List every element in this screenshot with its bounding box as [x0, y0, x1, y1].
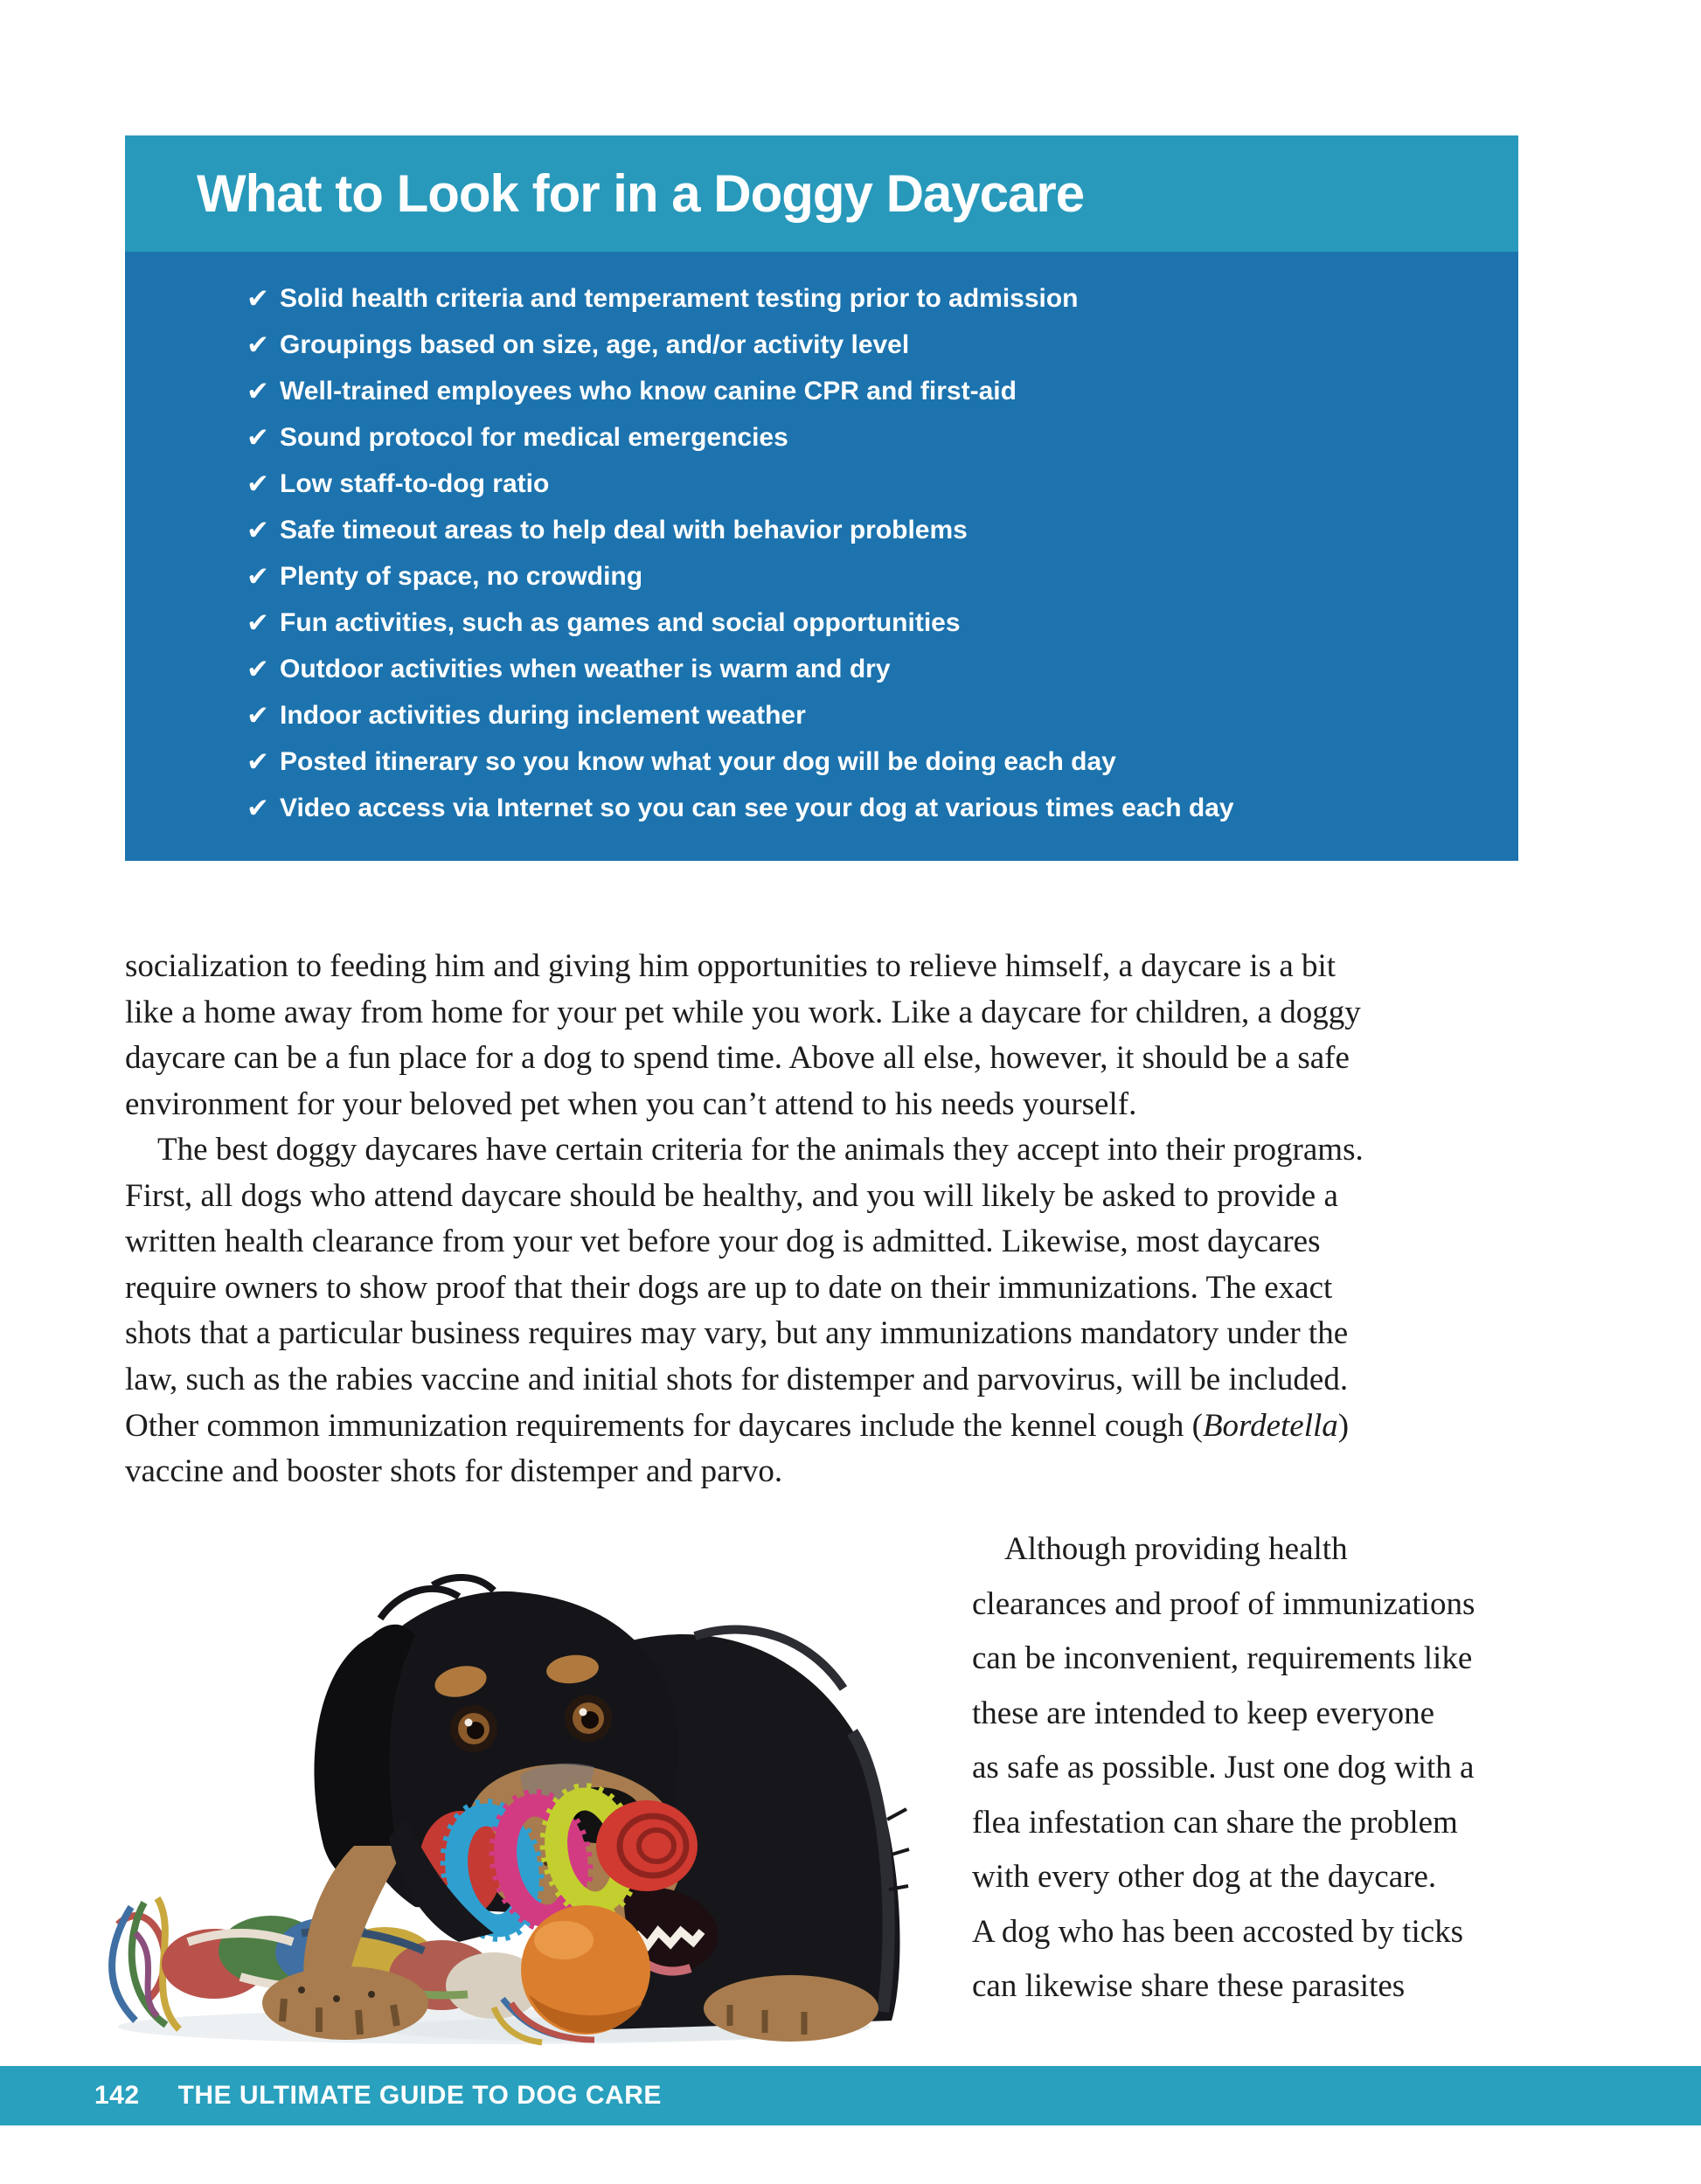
checklist-item: [125, 785, 1518, 831]
checklist-item-label: Groupings based on size, age, and/or activity level: [280, 330, 910, 359]
checklist-item-label: Low staff-to-dog ratio: [280, 469, 550, 498]
text-line: can be inconvenient, requirements like: [972, 1640, 1473, 1676]
infobox-header: [125, 135, 1518, 252]
checkmark-icon: ✔: [246, 654, 269, 684]
checkmark-icon: ✔: [246, 376, 269, 406]
text-line: shots that a particular business requires may vary, but any immunizations mandatory under the: [125, 1315, 1349, 1352]
checkmark-icon: ✔: [246, 561, 269, 592]
dog-eye-right: [565, 1695, 612, 1742]
checklist-item: [125, 461, 1518, 507]
text-line: Although providing health: [1004, 1531, 1348, 1567]
checkmark-icon: ✔: [246, 515, 269, 545]
checklist-item: [125, 368, 1518, 414]
text-line: daycare can be a fun place for a dog to spend time. Above all else, however, it should be a safe: [125, 1040, 1350, 1077]
text-line: environment for your beloved pet when you can’t attend to his needs yourself.: [125, 1085, 1137, 1122]
page-footer: [0, 2066, 1701, 2125]
checkmark-icon: ✔: [246, 793, 269, 823]
checklist-item: [125, 553, 1518, 600]
body-paragraph-2: [125, 1127, 1524, 1495]
body-paragraph-3: [972, 1522, 1540, 2014]
checklist-item-label: Fun activities, such as games and social opportunities: [280, 608, 961, 637]
text-line: vaccine and booster shots for distemper and parvo.: [125, 1453, 783, 1490]
checklist-item-label: Safe timeout areas to help deal with behavior problems: [280, 516, 968, 544]
text-line: with every other dog at the daycare.: [972, 1859, 1437, 1895]
checklist-item: [125, 600, 1518, 646]
text-line: like a home away from home for your pet while you work. Like a daycare for children, a doggy: [125, 994, 1361, 1030]
checklist-item: [125, 507, 1518, 553]
text-line: law, such as the rabies vaccine and initial shots for distemper and parvovirus, will be included.: [125, 1361, 1349, 1397]
page-number: 142: [94, 2081, 140, 2110]
checkmark-icon: ✔: [246, 746, 269, 777]
text-line: written health clearance from your vet before your dog is admitted. Likewise, most daycares: [125, 1224, 1321, 1260]
checklist-item-label: Outdoor activities when weather is warm and dry: [280, 655, 891, 683]
checklist-item-label: Video access via Internet so you can see your dog at various times each day: [280, 794, 1234, 822]
text-line: A dog who has been accosted by ticks: [972, 1913, 1464, 1950]
text-line: can likewise share these parasites: [972, 1968, 1406, 2004]
book-title: THE ULTIMATE GUIDE TO DOG CARE: [177, 2081, 662, 2110]
dog-eye-left: [450, 1705, 497, 1752]
checklist-item-label: Indoor activities during inclement weather: [280, 701, 806, 730]
checklist-item-label: Posted itinerary so you know what your dog will be doing each day: [280, 747, 1116, 776]
checkmark-icon: ✔: [246, 468, 269, 499]
checkmark-icon: ✔: [246, 283, 269, 314]
checklist-item-label: Well-trained employees who know canine CPR and first-aid: [280, 377, 1017, 406]
checklist-item-label: Solid health criteria and temperament testing prior to admission: [280, 284, 1079, 313]
checklist-item: [125, 275, 1518, 322]
text-line: First, all dogs who attend daycare should be healthy, and you will likely be asked to provide a: [125, 1177, 1338, 1214]
infobox-title: What to Look for in a Doggy Daycare: [197, 164, 1085, 223]
checklist: [125, 252, 1518, 831]
checkmark-icon: ✔: [246, 700, 269, 731]
checklist-item: [125, 322, 1518, 368]
text-line: flea infestation can share the problem: [972, 1804, 1458, 1841]
infobox-checklist-panel: [125, 252, 1518, 861]
text-line: require owners to show proof that their dogs are up to date on their immunizations. The exact: [125, 1269, 1333, 1306]
body-paragraph-1: [125, 944, 1524, 1127]
checklist-item: [125, 738, 1518, 785]
doggy-daycare-infobox: [125, 135, 1518, 861]
text-line: Other common immunization requirements for daycares include the kennel cough (Bordetella): [125, 1407, 1350, 1444]
text-line: The best doggy daycares have certain criteria for the animals they accept into their programs.: [157, 1132, 1364, 1168]
text-line: as safe as possible. Just one dog with a: [972, 1750, 1475, 1785]
italic-term: Bordetella: [1202, 1407, 1338, 1444]
checkmark-icon: ✔: [246, 329, 269, 360]
text-line: socialization to feeding him and giving him opportunities to relieve himself, a daycare is a bit: [125, 948, 1336, 984]
checkmark-icon: ✔: [246, 607, 269, 638]
checkmark-icon: ✔: [246, 422, 269, 453]
checklist-item-label: Plenty of space, no crowding: [280, 562, 643, 591]
orange-ball: [521, 1905, 650, 2035]
checklist-item: [125, 692, 1518, 738]
text-line: clearances and proof of immunizations: [972, 1585, 1475, 1622]
dog-with-toys-photo: [83, 1557, 913, 2047]
text-line: these are intended to keep everyone: [972, 1695, 1435, 1731]
checklist-item: [125, 414, 1518, 461]
checklist-item: [125, 646, 1518, 692]
checklist-item-label: Sound protocol for medical emergencies: [280, 423, 788, 452]
